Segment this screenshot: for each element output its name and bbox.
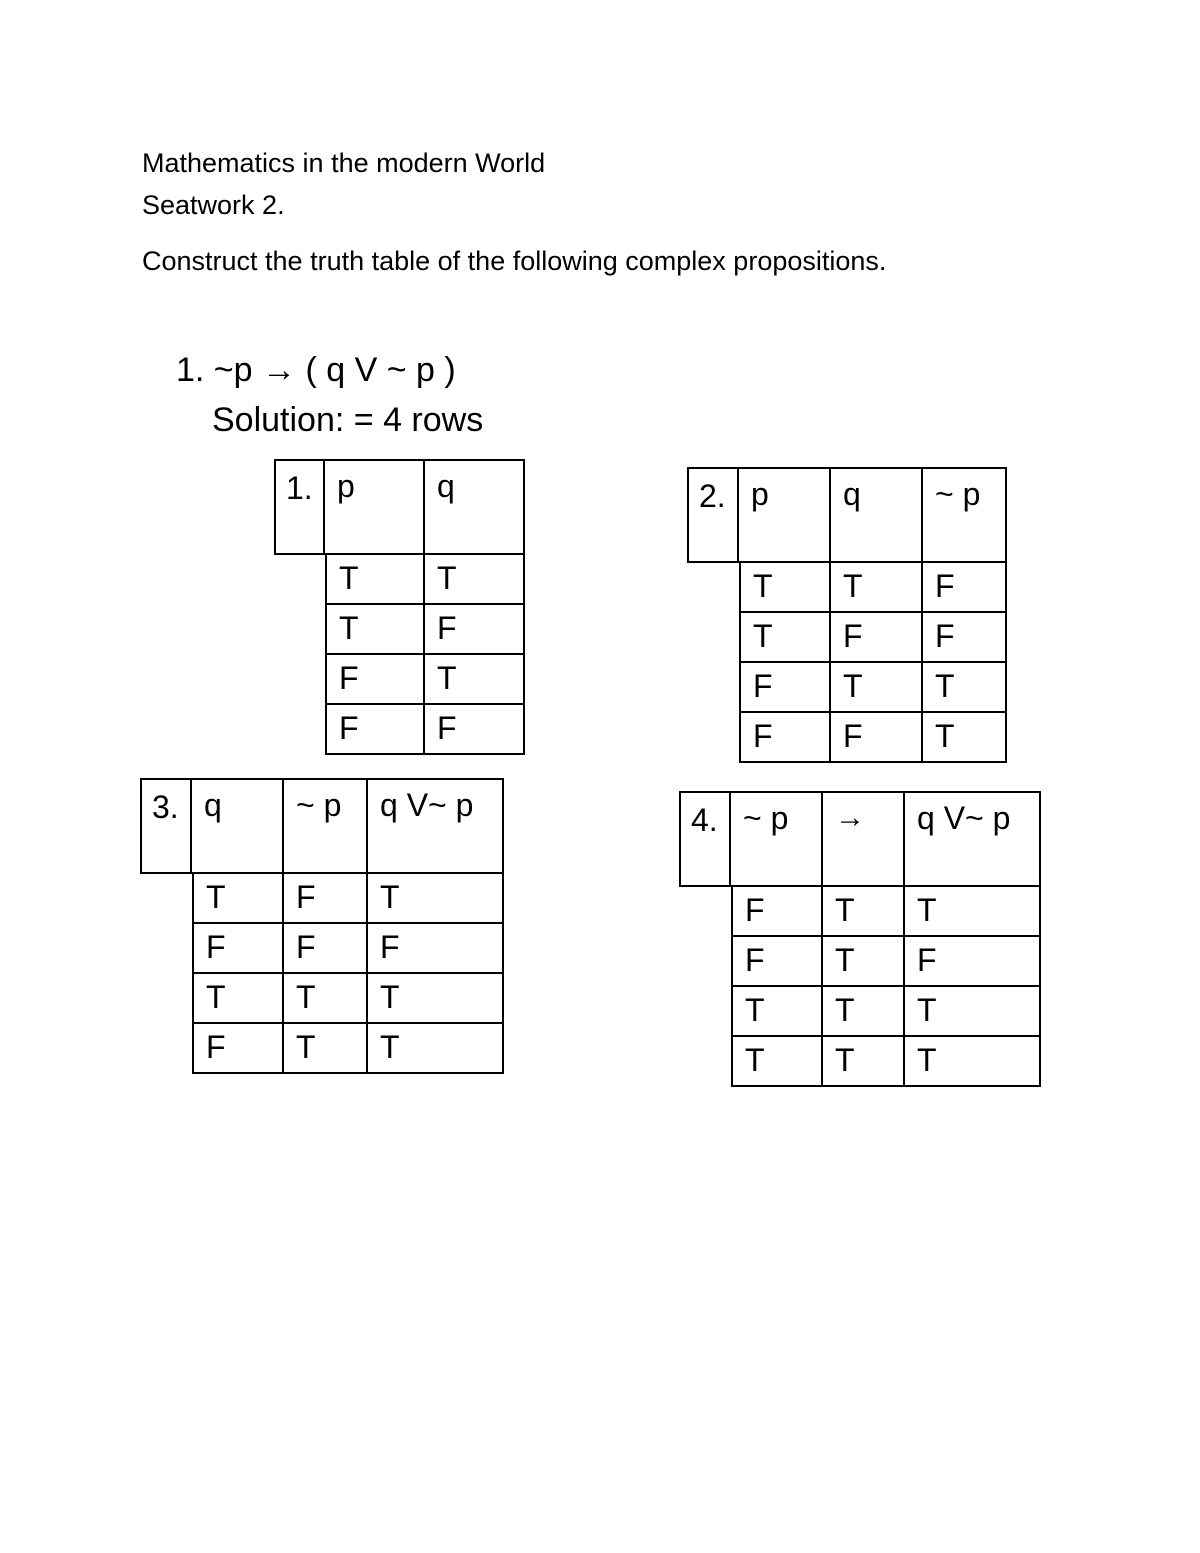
- table-cell: T: [739, 613, 831, 663]
- column-header: q V~ p: [905, 791, 1041, 887]
- table-cell: F: [425, 705, 525, 755]
- table-cell: F: [831, 713, 923, 763]
- table-cell: F: [739, 713, 831, 763]
- table-cell: T: [284, 1024, 368, 1074]
- implies-arrow-icon: →: [823, 791, 905, 887]
- truth-table-4: [679, 791, 1041, 1087]
- table-cell: F: [731, 887, 823, 937]
- table-cell: T: [731, 987, 823, 1037]
- table-cell: T: [425, 655, 525, 705]
- table-cell: T: [368, 1024, 504, 1074]
- table-cell: T: [831, 563, 923, 613]
- table-number: 1.: [274, 459, 325, 555]
- table-cell: F: [831, 613, 923, 663]
- table-cell: F: [284, 874, 368, 924]
- column-header: ~ p: [284, 778, 368, 874]
- table-cell: T: [905, 987, 1041, 1037]
- table-cell: T: [368, 874, 504, 924]
- table-cell: F: [731, 937, 823, 987]
- course-title: Mathematics in the modern World: [142, 148, 546, 178]
- table-cell: F: [368, 924, 504, 974]
- table-cell: F: [192, 1024, 284, 1074]
- table-cell: F: [325, 705, 425, 755]
- column-header: p: [325, 459, 425, 555]
- table-cell: F: [284, 924, 368, 974]
- solution-label: Solution: = 4 rows: [212, 401, 484, 439]
- table-cell: T: [905, 1037, 1041, 1087]
- table-cell: T: [923, 713, 1007, 763]
- table-cell: T: [325, 555, 425, 605]
- column-header: q: [192, 778, 284, 874]
- table-cell: F: [739, 663, 831, 713]
- table-cell: T: [425, 555, 525, 605]
- proposition-statement: 1. ~p → ( q V ~ p ): [176, 351, 456, 389]
- table-cell: T: [284, 974, 368, 1024]
- table-cell: T: [192, 974, 284, 1024]
- assignment-title: Seatwork 2.: [142, 190, 285, 220]
- table-number: 4.: [679, 791, 731, 887]
- column-header: q V~ p: [368, 778, 504, 874]
- column-header: p: [739, 467, 831, 563]
- column-header: q: [831, 467, 923, 563]
- instruction-text: Construct the truth table of the following complex propositions.: [142, 246, 887, 276]
- table-cell: T: [823, 937, 905, 987]
- table-cell: T: [923, 663, 1007, 713]
- table-cell: T: [325, 605, 425, 655]
- table-cell: F: [923, 613, 1007, 663]
- table-cell: T: [368, 974, 504, 1024]
- table-cell: T: [823, 1037, 905, 1087]
- table-number: 2.: [687, 467, 739, 563]
- table-cell: F: [905, 937, 1041, 987]
- table-cell: F: [192, 924, 284, 974]
- table-cell: T: [905, 887, 1041, 937]
- column-header: ~ p: [923, 467, 1007, 563]
- truth-table-2: [687, 467, 1007, 763]
- table-cell: T: [823, 887, 905, 937]
- column-header: ~ p: [731, 791, 823, 887]
- truth-table-3: [140, 778, 504, 1074]
- column-header: q: [425, 459, 525, 555]
- truth-table-1: [274, 459, 525, 755]
- table-cell: F: [923, 563, 1007, 613]
- table-cell: T: [192, 874, 284, 924]
- table-cell: T: [739, 563, 831, 613]
- table-cell: T: [823, 987, 905, 1037]
- table-cell: T: [731, 1037, 823, 1087]
- table-number: 3.: [140, 778, 192, 874]
- table-cell: F: [325, 655, 425, 705]
- table-cell: F: [425, 605, 525, 655]
- table-cell: T: [831, 663, 923, 713]
